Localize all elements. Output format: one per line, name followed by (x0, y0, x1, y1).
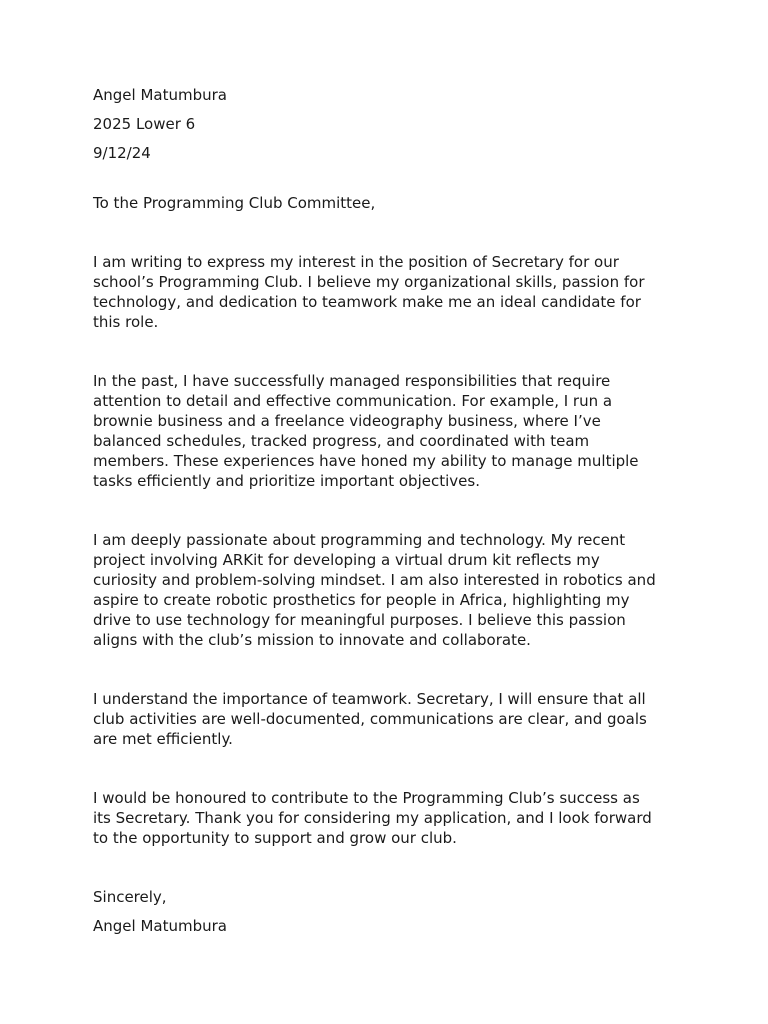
paragraph-4 (93, 689, 693, 749)
paragraph-line: this role. (93, 313, 159, 331)
paragraph-line: technology, and dedication to teamwork make me an ideal candidate for (93, 293, 641, 311)
paragraph-line: In the past, I have successfully managed responsibilities that require (93, 372, 611, 390)
paragraph-line: aspire to create robotic prosthetics for people in Africa, highlighting my (93, 591, 630, 609)
paragraph-line: I am deeply passionate about programming and technology. My recent (93, 531, 626, 549)
paragraph-line: I understand the importance of teamwork. Secretary, I will ensure that all (93, 690, 646, 708)
salutation: To the Programming Club Committee, (93, 194, 376, 212)
paragraph-2 (93, 371, 693, 491)
signature: Angel Matumbura (93, 917, 227, 935)
letter-page (93, 85, 693, 936)
paragraph-line: are met efficiently. (93, 730, 233, 748)
paragraph-3 (93, 530, 693, 650)
closing: Sincerely, (93, 888, 167, 906)
paragraph-line: tasks efficiently and prioritize important objectives. (93, 472, 480, 490)
paragraph-5 (93, 788, 693, 848)
sender-name: Angel Matumbura (93, 86, 227, 104)
paragraph-line: balanced schedules, tracked progress, and coordinated with team (93, 432, 590, 450)
paragraph-line: attention to detail and effective communication. For example, I run a (93, 392, 613, 410)
paragraph-1 (93, 252, 693, 332)
paragraph-line: school’s Programming Club. I believe my organizational skills, passion for (93, 273, 645, 291)
letter-date: 9/12/24 (93, 144, 151, 162)
paragraph-line: curiosity and problem-solving mindset. I am also interested in robotics and (93, 571, 656, 589)
paragraph-line: members. These experiences have honed my ability to manage multiple (93, 452, 639, 470)
paragraph-line: club activities are well-documented, communications are clear, and goals (93, 710, 647, 728)
paragraph-line: I am writing to express my interest in the position of Secretary for our (93, 253, 619, 271)
sender-class: 2025 Lower 6 (93, 115, 196, 133)
paragraph-line: drive to use technology for meaningful purposes. I believe this passion (93, 611, 626, 629)
paragraph-line: brownie business and a freelance videography business, where I’ve (93, 412, 601, 430)
paragraph-line: aligns with the club’s mission to innovate and collaborate. (93, 631, 531, 649)
paragraph-line: I would be honoured to contribute to the Programming Club’s success as (93, 789, 640, 807)
paragraph-line: to the opportunity to support and grow our club. (93, 829, 457, 847)
paragraph-line: project involving ARKit for developing a virtual drum kit reflects my (93, 551, 600, 569)
paragraph-line: its Secretary. Thank you for considering my application, and I look forward (93, 809, 652, 827)
letter-header (93, 85, 693, 163)
